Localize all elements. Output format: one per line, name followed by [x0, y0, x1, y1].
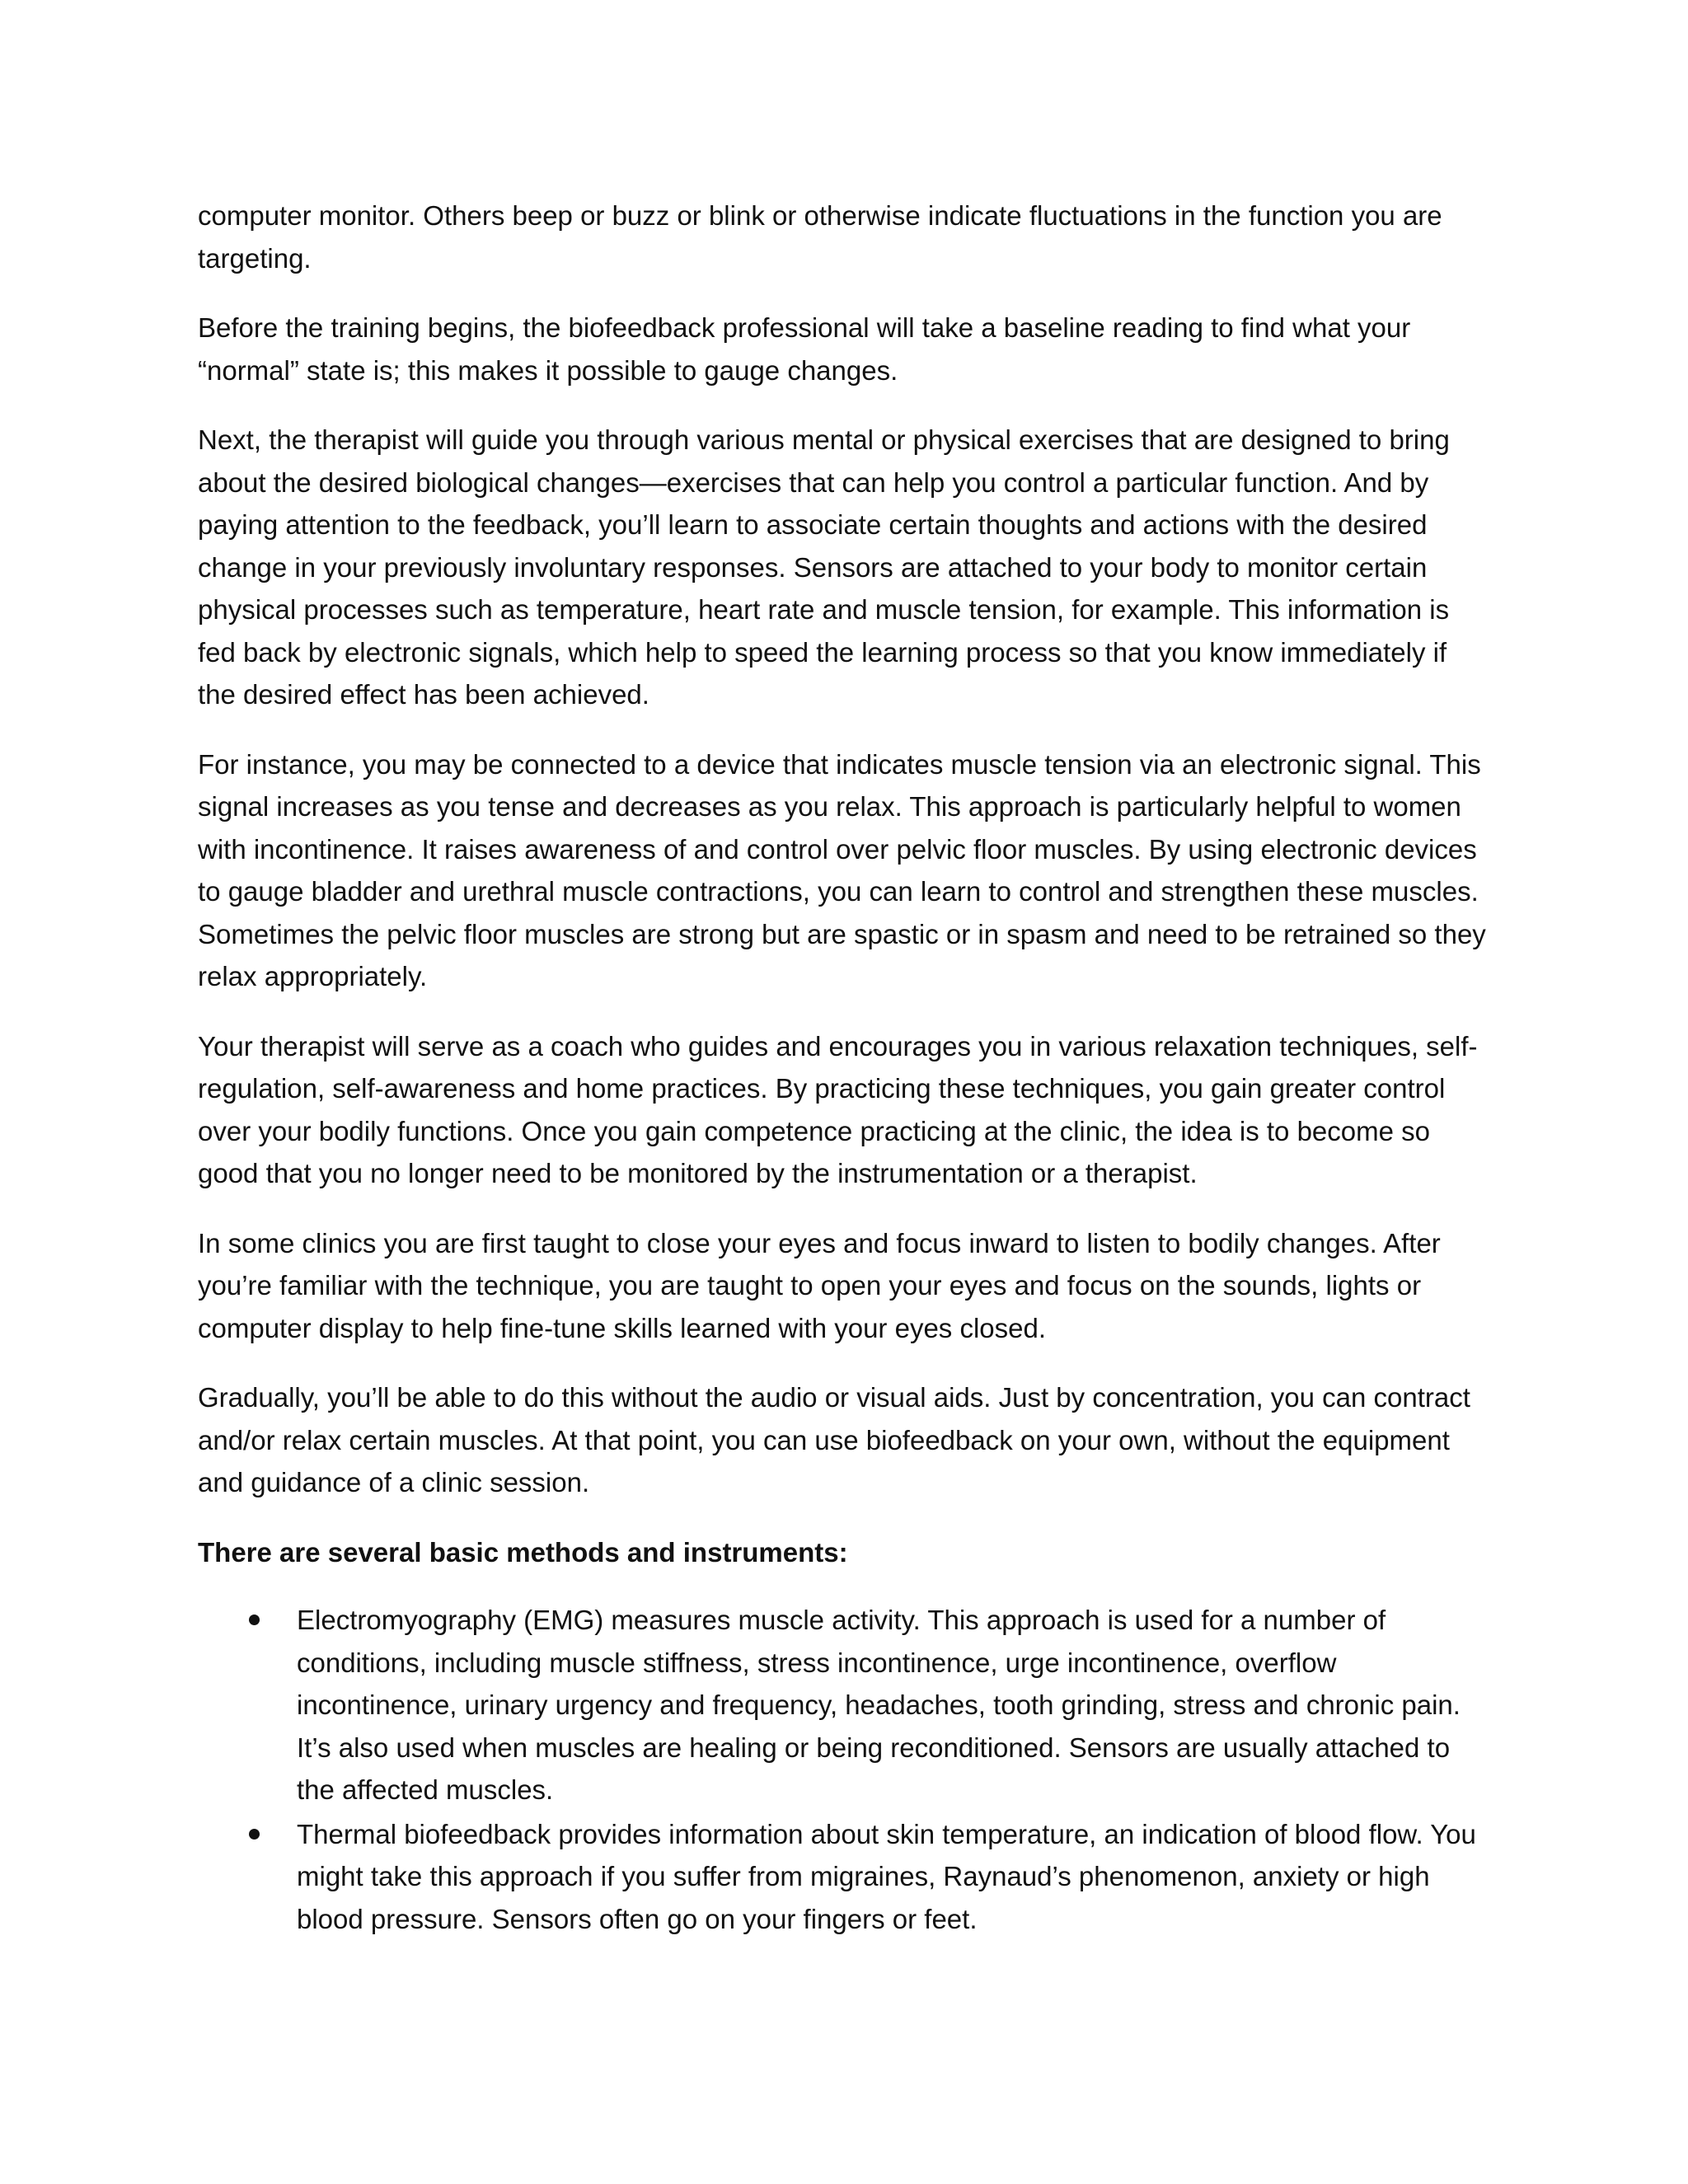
document-body — [198, 194, 1492, 1942]
paragraph-muscle-tension-example: For instance, you may be connected to a device that indicates muscle tension via an electronic signal. This signal increases as you tense and decreases as you relax. This approach is particularly helpful to women with incontinence. It raises awareness of and control over pelvic floor muscles. By using electronic devices to gauge bladder and urethral muscle contractions, you can learn to control and strengthen these muscles. Sometimes the pelvic floor muscles are strong but are spastic or in spasm and need to be retrained so they relax appropriately. — [198, 748, 1486, 991]
list-item — [198, 1813, 1492, 1941]
paragraph-therapist-coach: Your therapist will serve as a coach who guides and encourages you in various relaxation techniques, self-regulation, self-awareness and home practices. By practicing these techniques, you gain greater control over your bodily functions. Once you gain competence practicing at the clinic, the idea is to become so good that you no longer need to be monitored by the instrumentation or a therapist. — [198, 1030, 1478, 1188]
methods-heading: There are several basic methods and instruments: — [198, 1536, 848, 1568]
bullet-dot-icon — [249, 1829, 260, 1840]
paragraph-therapist-exercises: Next, the therapist will guide you through various mental or physical exercises that are designed to bring about the desired biological changes—exercises that can help you control a particular function. And by paying attention to the feedback, you’ll learn to associate certain thoughts and actions with the desired change in your previously involuntary responses. Sensors are attached to your body to monitor certain physical processes such as temperature, heart rate and muscle tension, for example. This information is fed back by electronic signals, which help to speed the learning process so that you know immediately if the desired effect has been achieved. — [198, 424, 1450, 710]
paragraph-monitor-feedback: computer monitor. Others beep or buzz or blink or otherwise indicate fluctuations in the function you are targeting. — [198, 200, 1442, 274]
paragraph-baseline-reading: Before the training begins, the biofeedback professional will take a baseline reading to find what your “normal” state is; this makes it possible to gauge changes. — [198, 312, 1411, 386]
paragraph-self-practice: Gradually, you’ll be able to do this without the audio or visual aids. Just by concentration, you can contract and/or relax certain muscles. At that point, you can use biofeedback on your own, without the equipment and guidance of a clinic session. — [198, 1382, 1470, 1497]
method-thermal-text: Thermal biofeedback provides information about skin temperature, an indication of blood flow. You might take this approach if you suffer from migraines, Raynaud’s phenomenon, anxiety or high blood pressure. Sensors often go on your fingers or feet. — [297, 1818, 1476, 1934]
methods-list — [198, 1599, 1492, 1940]
bullet-dot-icon — [249, 1615, 260, 1625]
paragraph-clinic-technique: In some clinics you are first taught to close your eyes and focus inward to listen to bodily changes. After you’re familiar with the technique, you are taught to open your eyes and focus on the sounds, lights or computer display to help fine-tune skills learned with your eyes closed. — [198, 1227, 1441, 1343]
list-item — [198, 1599, 1492, 1811]
method-emg-text: Electromyography (EMG) measures muscle activity. This approach is used for a number of conditions, including muscle stiffness, stress incontinence, urge incontinence, overflow incontinence, urinary urgency and frequency, headaches, tooth grinding, stress and chronic pain. It’s also used when muscles are healing or being reconditioned. Sensors are usually attached to the affected muscles. — [297, 1605, 1461, 1805]
